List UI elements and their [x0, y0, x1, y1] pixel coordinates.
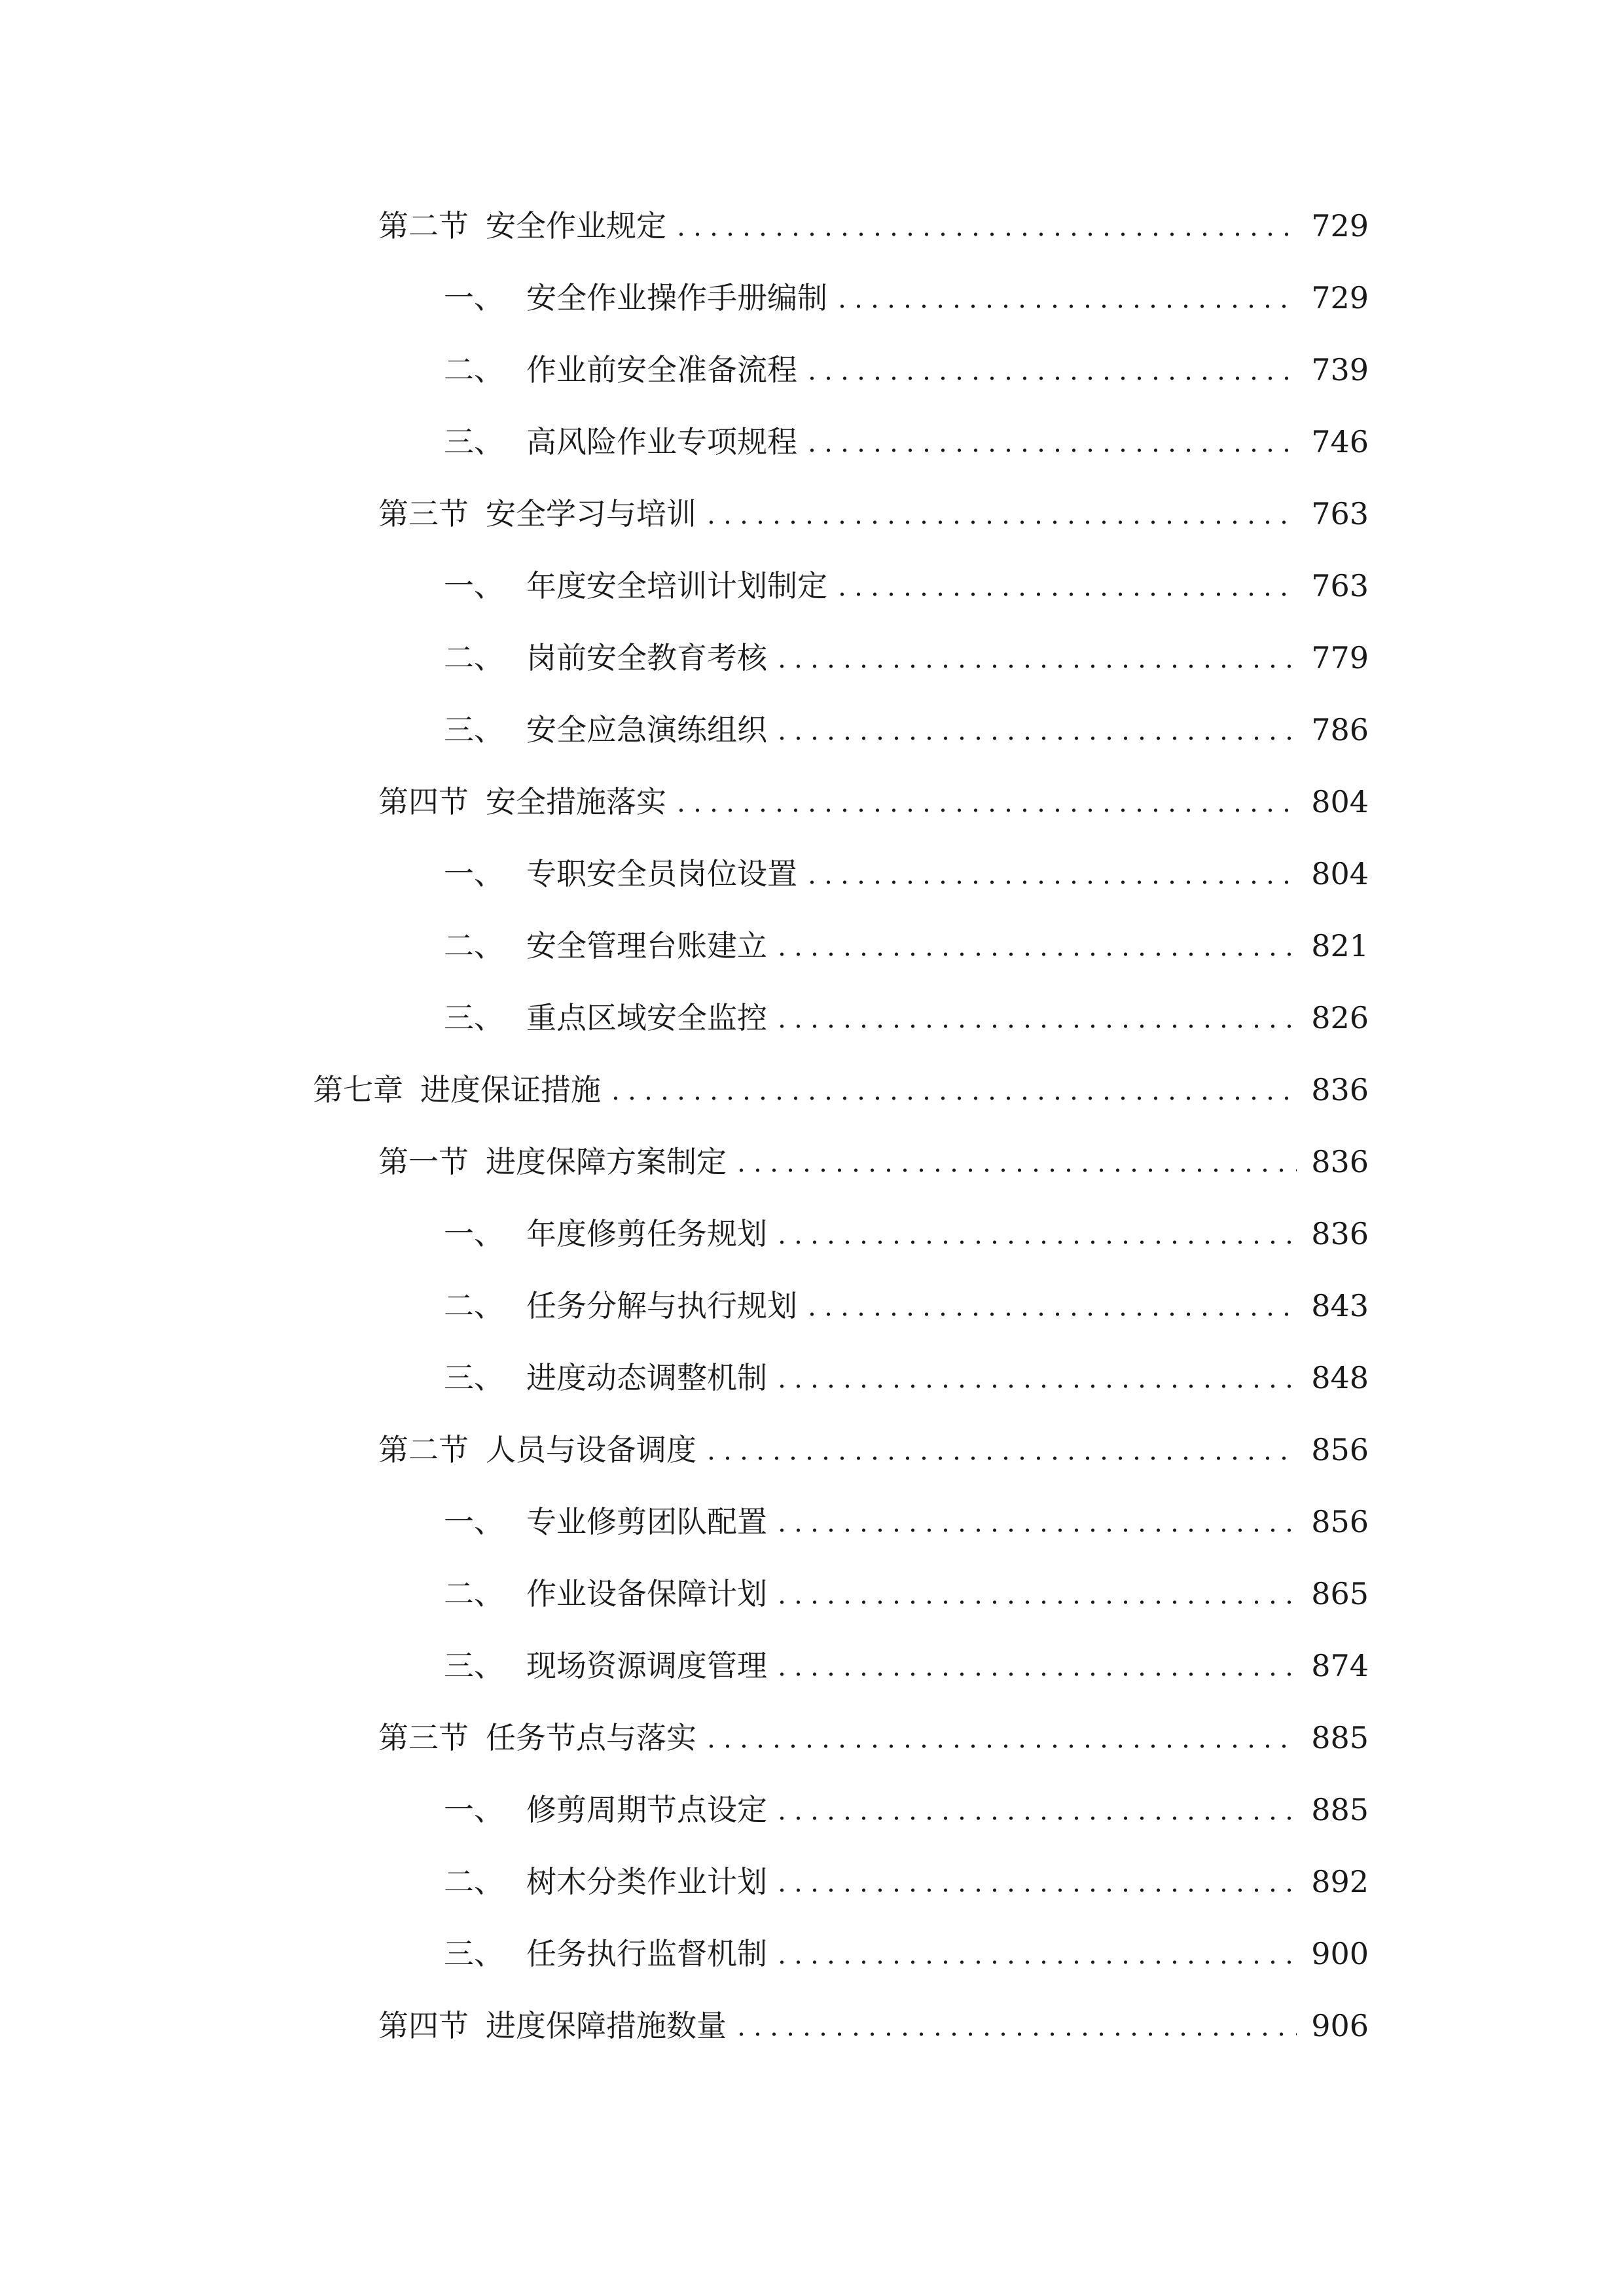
toc-dot-leader — [774, 1934, 1297, 1973]
toc-entry-number: 三、 — [444, 1000, 504, 1035]
toc-entry-title: 年度安全培训计划制定 — [526, 568, 827, 603]
toc-entry-title: 安全措施落实 — [486, 784, 666, 819]
toc-entry-label — [444, 926, 767, 965]
toc-entry-page-number: 826 — [1311, 1000, 1369, 1035]
toc-entry-number: 一、 — [444, 280, 504, 315]
toc-entry[interactable] — [0, 550, 1624, 622]
toc-entry-number: 一、 — [444, 1504, 504, 1539]
toc-dot-leader — [703, 1430, 1297, 1469]
toc-entry-title: 年度修剪任务规划 — [526, 1216, 767, 1251]
toc-dot-leader — [673, 206, 1297, 245]
toc-entry-title: 作业设备保障计划 — [526, 1576, 767, 1611]
toc-entry-number: 第四节 — [378, 784, 469, 819]
toc-entry-label — [444, 854, 797, 893]
toc-entry-label — [444, 638, 767, 677]
toc-entry[interactable] — [0, 1846, 1624, 1918]
toc-entry[interactable] — [0, 1990, 1624, 2062]
toc-entry-number: 第一节 — [378, 1144, 469, 1179]
toc-entry-title: 岗前安全教育考核 — [526, 640, 767, 675]
toc-dot-leader — [607, 1070, 1297, 1109]
toc-entry-label — [444, 278, 827, 317]
toc-entry[interactable] — [0, 1702, 1624, 1774]
toc-entry-page-number: 804 — [1311, 856, 1369, 891]
toc-entry-page-number: 729 — [1311, 280, 1369, 315]
toc-dot-leader — [774, 1502, 1297, 1541]
toc-entry[interactable] — [0, 1558, 1624, 1630]
toc-entry-page-number: 763 — [1311, 496, 1369, 531]
toc-entry-page-number: 836 — [1311, 1216, 1369, 1251]
table-of-contents — [0, 190, 1624, 2062]
toc-entry[interactable] — [0, 982, 1624, 1054]
toc-entry-label — [444, 1574, 767, 1613]
toc-dot-leader — [774, 1790, 1297, 1829]
toc-entry[interactable] — [0, 334, 1624, 406]
toc-entry-page-number: 836 — [1311, 1144, 1369, 1179]
toc-entry[interactable] — [0, 694, 1624, 766]
toc-dot-leader — [733, 2006, 1297, 2045]
toc-dot-leader — [774, 1214, 1297, 1253]
toc-entry-page-number: 786 — [1311, 712, 1369, 747]
toc-dot-leader — [703, 494, 1297, 533]
toc-dot-leader — [804, 422, 1297, 461]
toc-entry-number: 二、 — [444, 352, 504, 387]
toc-entry-title: 修剪周期节点设定 — [526, 1792, 767, 1827]
toc-dot-leader — [834, 566, 1297, 605]
toc-entry-page-number: 763 — [1311, 568, 1369, 603]
toc-entry[interactable] — [0, 1486, 1624, 1558]
toc-entry-label — [444, 998, 767, 1037]
toc-dot-leader — [774, 1358, 1297, 1397]
toc-entry-number: 第二节 — [378, 1432, 469, 1467]
toc-entry-label — [444, 1358, 767, 1397]
toc-entry-page-number: 885 — [1311, 1792, 1369, 1827]
toc-entry-label — [444, 1502, 767, 1541]
toc-dot-leader — [804, 1286, 1297, 1325]
toc-entry-number: 三、 — [444, 1936, 504, 1971]
toc-entry-label — [378, 206, 666, 245]
toc-entry-title: 任务节点与落实 — [486, 1720, 696, 1755]
toc-entry-label — [444, 1646, 767, 1685]
toc-entry[interactable] — [0, 766, 1624, 838]
toc-entry-title: 安全作业规定 — [486, 208, 666, 243]
toc-entry-label — [378, 1430, 696, 1469]
toc-entry[interactable] — [0, 910, 1624, 982]
toc-entry-page-number: 739 — [1311, 352, 1369, 387]
toc-entry-page-number: 885 — [1311, 1720, 1369, 1755]
toc-entry-label — [444, 1934, 767, 1973]
toc-entry-number: 一、 — [444, 1792, 504, 1827]
toc-entry-page-number: 821 — [1311, 928, 1369, 963]
toc-entry-number: 一、 — [444, 856, 504, 891]
toc-entry-label — [444, 710, 767, 749]
toc-entry-number: 一、 — [444, 1216, 504, 1251]
toc-entry[interactable] — [0, 406, 1624, 478]
toc-entry-title: 专职安全员岗位设置 — [526, 856, 797, 891]
toc-entry-label — [378, 494, 696, 533]
toc-entry[interactable] — [0, 838, 1624, 910]
toc-entry-number: 第七章 — [313, 1072, 403, 1107]
toc-dot-leader — [733, 1142, 1297, 1181]
toc-entry[interactable] — [0, 1270, 1624, 1342]
toc-entry-title: 人员与设备调度 — [486, 1432, 696, 1467]
toc-entry-page-number: 804 — [1311, 784, 1369, 819]
toc-entry-label — [313, 1070, 601, 1109]
toc-entry-number: 第二节 — [378, 208, 469, 243]
toc-entry-page-number: 843 — [1311, 1288, 1369, 1323]
toc-entry-label — [378, 1718, 696, 1757]
toc-entry-title: 重点区域安全监控 — [526, 1000, 767, 1035]
toc-entry-label — [378, 1142, 727, 1181]
toc-entry[interactable] — [0, 1918, 1624, 1990]
toc-entry-page-number: 856 — [1311, 1504, 1369, 1539]
toc-entry-page-number: 848 — [1311, 1360, 1369, 1395]
toc-entry-title: 任务分解与执行规划 — [526, 1288, 797, 1323]
toc-entry-number: 第三节 — [378, 496, 469, 531]
toc-entry[interactable] — [0, 622, 1624, 694]
toc-entry-title: 进度保证措施 — [420, 1072, 601, 1107]
toc-entry[interactable] — [0, 1630, 1624, 1702]
toc-entry-label — [444, 350, 797, 389]
toc-entry-page-number: 892 — [1311, 1864, 1369, 1899]
toc-entry-page-number: 729 — [1311, 208, 1369, 243]
toc-entry-number: 三、 — [444, 1360, 504, 1395]
toc-entry-title: 进度保障措施数量 — [486, 2008, 727, 2043]
toc-entry-page-number: 900 — [1311, 1936, 1369, 1971]
toc-entry-label — [378, 782, 666, 821]
toc-entry-page-number: 779 — [1311, 640, 1369, 675]
toc-entry-number: 第四节 — [378, 2008, 469, 2043]
toc-entry-number: 三、 — [444, 712, 504, 747]
toc-entry-page-number: 874 — [1311, 1648, 1369, 1683]
toc-entry-title: 树木分类作业计划 — [526, 1864, 767, 1899]
toc-dot-leader — [834, 278, 1297, 317]
toc-entry-title: 进度保障方案制定 — [486, 1144, 727, 1179]
toc-entry[interactable] — [0, 1414, 1624, 1486]
toc-entry-title: 安全学习与培训 — [486, 496, 696, 531]
toc-entry-number: 二、 — [444, 1576, 504, 1611]
toc-entry-title: 安全管理台账建立 — [526, 928, 767, 963]
toc-dot-leader — [673, 782, 1297, 821]
toc-dot-leader — [774, 638, 1297, 677]
toc-dot-leader — [804, 350, 1297, 389]
toc-entry-number: 二、 — [444, 1864, 504, 1899]
toc-entry-label — [444, 1790, 767, 1829]
toc-dot-leader — [703, 1718, 1297, 1757]
toc-dot-leader — [774, 1862, 1297, 1901]
toc-entry[interactable] — [0, 190, 1624, 262]
toc-entry-page-number: 906 — [1311, 2008, 1369, 2043]
toc-dot-leader — [804, 854, 1297, 893]
toc-entry-title: 进度动态调整机制 — [526, 1360, 767, 1395]
toc-entry-number: 二、 — [444, 1288, 504, 1323]
toc-entry-title: 现场资源调度管理 — [526, 1648, 767, 1683]
toc-entry-number: 三、 — [444, 424, 504, 459]
toc-entry-label — [378, 2006, 727, 2045]
toc-entry-title: 任务执行监督机制 — [526, 1936, 767, 1971]
toc-entry-number: 第三节 — [378, 1720, 469, 1755]
toc-entry[interactable] — [0, 1774, 1624, 1846]
toc-entry-title: 专业修剪团队配置 — [526, 1504, 767, 1539]
toc-entry[interactable] — [0, 262, 1624, 334]
toc-dot-leader — [774, 710, 1297, 749]
toc-entry-page-number: 856 — [1311, 1432, 1369, 1467]
toc-entry-page-number: 746 — [1311, 424, 1369, 459]
toc-entry-label — [444, 422, 797, 461]
toc-entry-page-number: 836 — [1311, 1072, 1369, 1107]
toc-entry-title: 高风险作业专项规程 — [526, 424, 797, 459]
toc-dot-leader — [774, 1574, 1297, 1613]
toc-entry[interactable] — [0, 478, 1624, 550]
toc-dot-leader — [774, 1646, 1297, 1685]
toc-dot-leader — [774, 926, 1297, 965]
toc-dot-leader — [774, 998, 1297, 1037]
toc-entry-number: 一、 — [444, 568, 504, 603]
toc-entry-title: 安全应急演练组织 — [526, 712, 767, 747]
toc-entry[interactable] — [0, 1198, 1624, 1270]
toc-entry-number: 三、 — [444, 1648, 504, 1683]
toc-entry-number: 二、 — [444, 640, 504, 675]
toc-entry-page-number: 865 — [1311, 1576, 1369, 1611]
toc-entry-label — [444, 1862, 767, 1901]
toc-entry[interactable] — [0, 1126, 1624, 1198]
toc-entry-title: 作业前安全准备流程 — [526, 352, 797, 387]
toc-entry-label — [444, 1286, 797, 1325]
toc-entry-title: 安全作业操作手册编制 — [526, 280, 827, 315]
toc-entry-label — [444, 566, 827, 605]
toc-entry-label — [444, 1214, 767, 1253]
toc-entry[interactable] — [0, 1054, 1624, 1126]
toc-entry-number: 二、 — [444, 928, 504, 963]
toc-entry[interactable] — [0, 1342, 1624, 1414]
